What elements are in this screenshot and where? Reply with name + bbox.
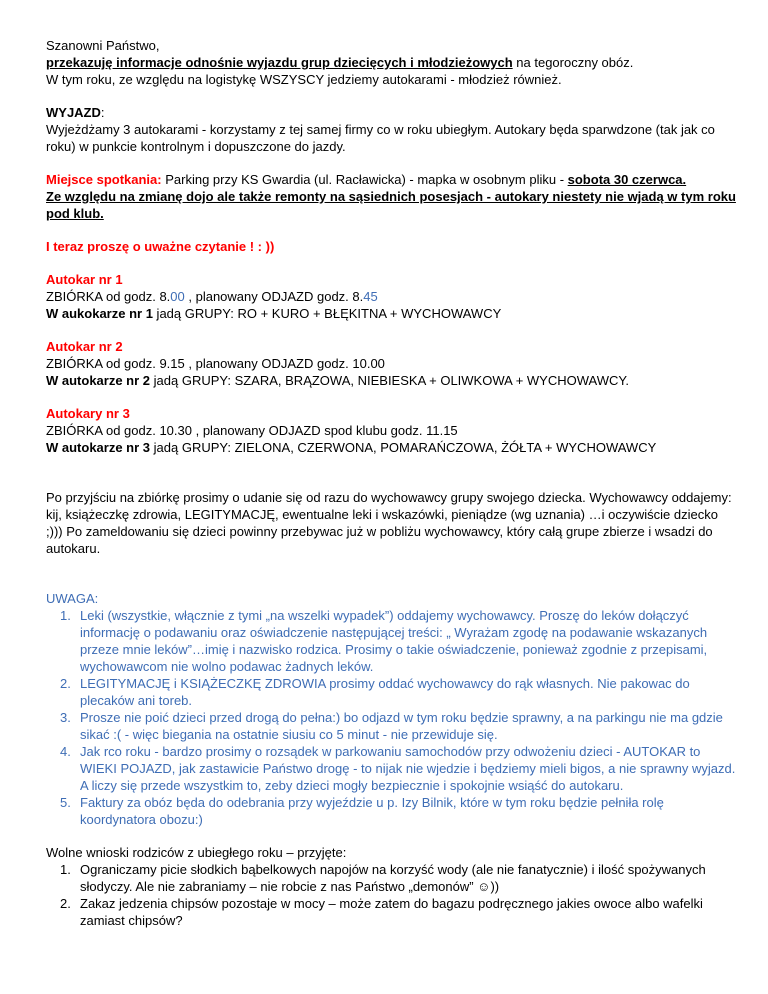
- uwaga-heading: UWAGA:: [46, 591, 99, 606]
- bus-1-groups-label: W aukokarze nr 1: [46, 306, 153, 321]
- uwaga-item-text: Faktury za obóz będa do odebrania przy wyjeździe u p. Izy Bilnik, które w tym roku będzie pełniła rolę koordynatora obozu:): [80, 795, 664, 827]
- wishes-item-text: Ograniczamy picie słodkich bąbelkowych napojów na korzyść wody (ale nie fanatycznie) i ilość spożywanych słodyczy. Ale nie zabraniamy – nie robcie z nas Państwo „demonów” ☺)): [80, 862, 706, 894]
- wishes-item-number: 2.: [60, 896, 71, 911]
- uwaga-item-text: Leki (wszystkie, włącznie z tymi „na wszelki wypadek”) oddajemy wychowawcy. Proszę do leków dołączyć informację o podawaniu oraz oświadczenie następującej treści: „ Wyrażam zgodę na podawanie wskazanych przeze mnie leków”…imię i nazwisko rodzica. Prosimy o takie oświadczenie, ponieważ zgodnie z przepisami, wychowawcom nie wolno podawac żadnych leków.: [80, 608, 708, 674]
- uwaga-item: [46, 709, 736, 743]
- bus-1-gather: ZBIÓRKA od godz. 8.: [46, 289, 171, 304]
- wyjazd-heading-colon: :: [100, 105, 105, 120]
- uwaga-item-number: 4.: [60, 744, 71, 759]
- wishes-section: [46, 844, 736, 929]
- uwaga-item-text: Prosze nie poić dzieci przed drogą do pełna:) bo odjazd w tym roku będzie sprawny, a na parkingu nie ma gdzie sikać :( - więc biegania na ostatnie siusiu co 5 minut - nie przewiduje się.: [80, 710, 723, 742]
- bus-3-groups: [46, 439, 736, 456]
- uwaga-list: [46, 607, 736, 828]
- bus-2-title: Autokar nr 2: [46, 339, 123, 354]
- wishes-item-text: Zakaz jedzenia chipsów pozostaje w mocy – może zatem do bagazu podręcznego jakies owoce albo wafelki zamiast chipsów?: [80, 896, 703, 928]
- meeting-text: Parking przy KS Gwardia (ul. Racławicka) - mapka w osobnym pliku -: [161, 172, 568, 187]
- wishes-item: [46, 861, 736, 895]
- uwaga-item: [46, 743, 736, 794]
- meeting-line: [46, 171, 736, 188]
- intro-emphasis: przekazuję informacje odnośnie wyjazdu grup dziecięcych i młodzieżowych: [46, 55, 513, 70]
- bus-2-schedule: ZBIÓRKA od godz. 9.15 , planowany ODJAZD godz. 10.00: [46, 356, 385, 371]
- wyjazd-heading: [46, 104, 736, 121]
- wyjazd-heading-text: WYJAZD: [46, 105, 101, 120]
- document-page: [46, 37, 736, 929]
- wishes-heading: Wolne wnioski rodziców z ubiegłego roku – przyjęte:: [46, 845, 347, 860]
- uwaga-item-number: 1.: [60, 608, 71, 623]
- bus-1-depart: , planowany ODJAZD godz. 8.: [184, 289, 364, 304]
- intro-line-2-rest: na tegoroczny obóz.: [512, 55, 634, 70]
- bus-3-groups-text: jadą GRUPY: ZIELONA, CZERWONA, POMARAŃCZOWA, ŻÓŁTA + WYCHOWAWCY: [150, 440, 657, 455]
- meeting-note: Ze względu na zmianę dojo ale także remonty na sąsiednich posesjach - autokary niestety nie wjadą w tym roku pod klub.: [46, 189, 736, 221]
- bus-2-groups-text: jadą GRUPY: SZARA, BRĄZOWA, NIEBIESKA + OLIWKOWA + WYCHOWAWCY.: [150, 373, 629, 388]
- intro-line-3: W tym roku, ze względu na logistykę WSZYSCY jedziemy autokarami - młodzież również.: [46, 72, 562, 87]
- bus-1-groups-text: jadą GRUPY: RO + KURO + BŁĘKITNA + WYCHOWAWCY: [152, 306, 502, 321]
- bus-3-groups-label: W autokarze nr 3: [46, 440, 151, 455]
- arrival-paragraph: Po przyjściu na zbiórkę prosimy o udanie się od razu do wychowawcy grupy swojego dziecka. Wychowawcy oddajemy: kij, książeczkę zdrowia, LEGITYMACJĘ, ewentualne leki i wskazówki, pieniądze (wg uznania) …i oczywiście dziecko ;))) Po zameldowaniu się dzieci powinny przebywac już w pobliżu wychowawcy, który całą grupe zbierze i wsadzi do autokaru.: [46, 490, 732, 556]
- meeting-label: Miejsce spotkania:: [46, 172, 162, 187]
- bus-3-schedule: ZBIÓRKA od godz. 10.30 , planowany ODJAZD spod klubu godz. 11.15: [46, 423, 458, 438]
- bus-1-depart-minutes: 45: [363, 289, 378, 304]
- wishes-item: [46, 895, 736, 929]
- wishes-item-number: 1.: [60, 862, 71, 877]
- bus-2-groups: [46, 372, 736, 389]
- bus-1-groups: [46, 305, 736, 322]
- meeting-date: sobota 30 czerwca.: [567, 172, 687, 187]
- uwaga-item-number: 2.: [60, 676, 71, 691]
- greeting: Szanowni Państwo,: [46, 38, 160, 53]
- uwaga-item-text: LEGITYMACJĘ i KSIĄŻECZKĘ ZDROWIA prosimy oddać wychowawcy do rąk własnych. Nie pakowac do plecaków ani toreb.: [80, 676, 690, 708]
- wyjazd-text: Wyjeżdżamy 3 autokarami - korzystamy z tej samej firmy co w roku ubiegłym. Autokary będa sparwdzone (tak jak co roku) w punkcie kontrolnym i dopuszczone do jazdy.: [46, 122, 715, 154]
- bus-1-title: Autokar nr 1: [46, 272, 123, 287]
- uwaga-item: [46, 794, 736, 828]
- uwaga-item-number: 5.: [60, 795, 71, 810]
- read-carefully: I teraz proszę o uważne czytanie ! : )): [46, 239, 275, 254]
- intro-line-2: [46, 54, 736, 71]
- bus-1-schedule: [46, 288, 736, 305]
- uwaga-item-number: 3.: [60, 710, 71, 725]
- bus-3-title: Autokary nr 3: [46, 406, 130, 421]
- uwaga-section: [46, 590, 736, 828]
- wishes-list: [46, 861, 736, 929]
- uwaga-item: [46, 675, 736, 709]
- uwaga-item-text: Jak rco roku - bardzo prosimy o rozsądek w parkowaniu samochodów przy odwożeniu dzieci - AUTOKAR to WIEKI POJAZD, jak zastawicie Państwo drogę - to nijak nie wjedzie i będziemy mieli bigos, a nie sprawny wyjazd. A liczy się przede wszystkim to, zeby dzieci mogły bezpiecznie i spokojnie wsiąść do autokaru.: [80, 744, 736, 793]
- bus-1-gather-minutes: 00: [170, 289, 185, 304]
- uwaga-item: [46, 607, 736, 675]
- bus-2-groups-label: W autokarze nr 2: [46, 373, 151, 388]
